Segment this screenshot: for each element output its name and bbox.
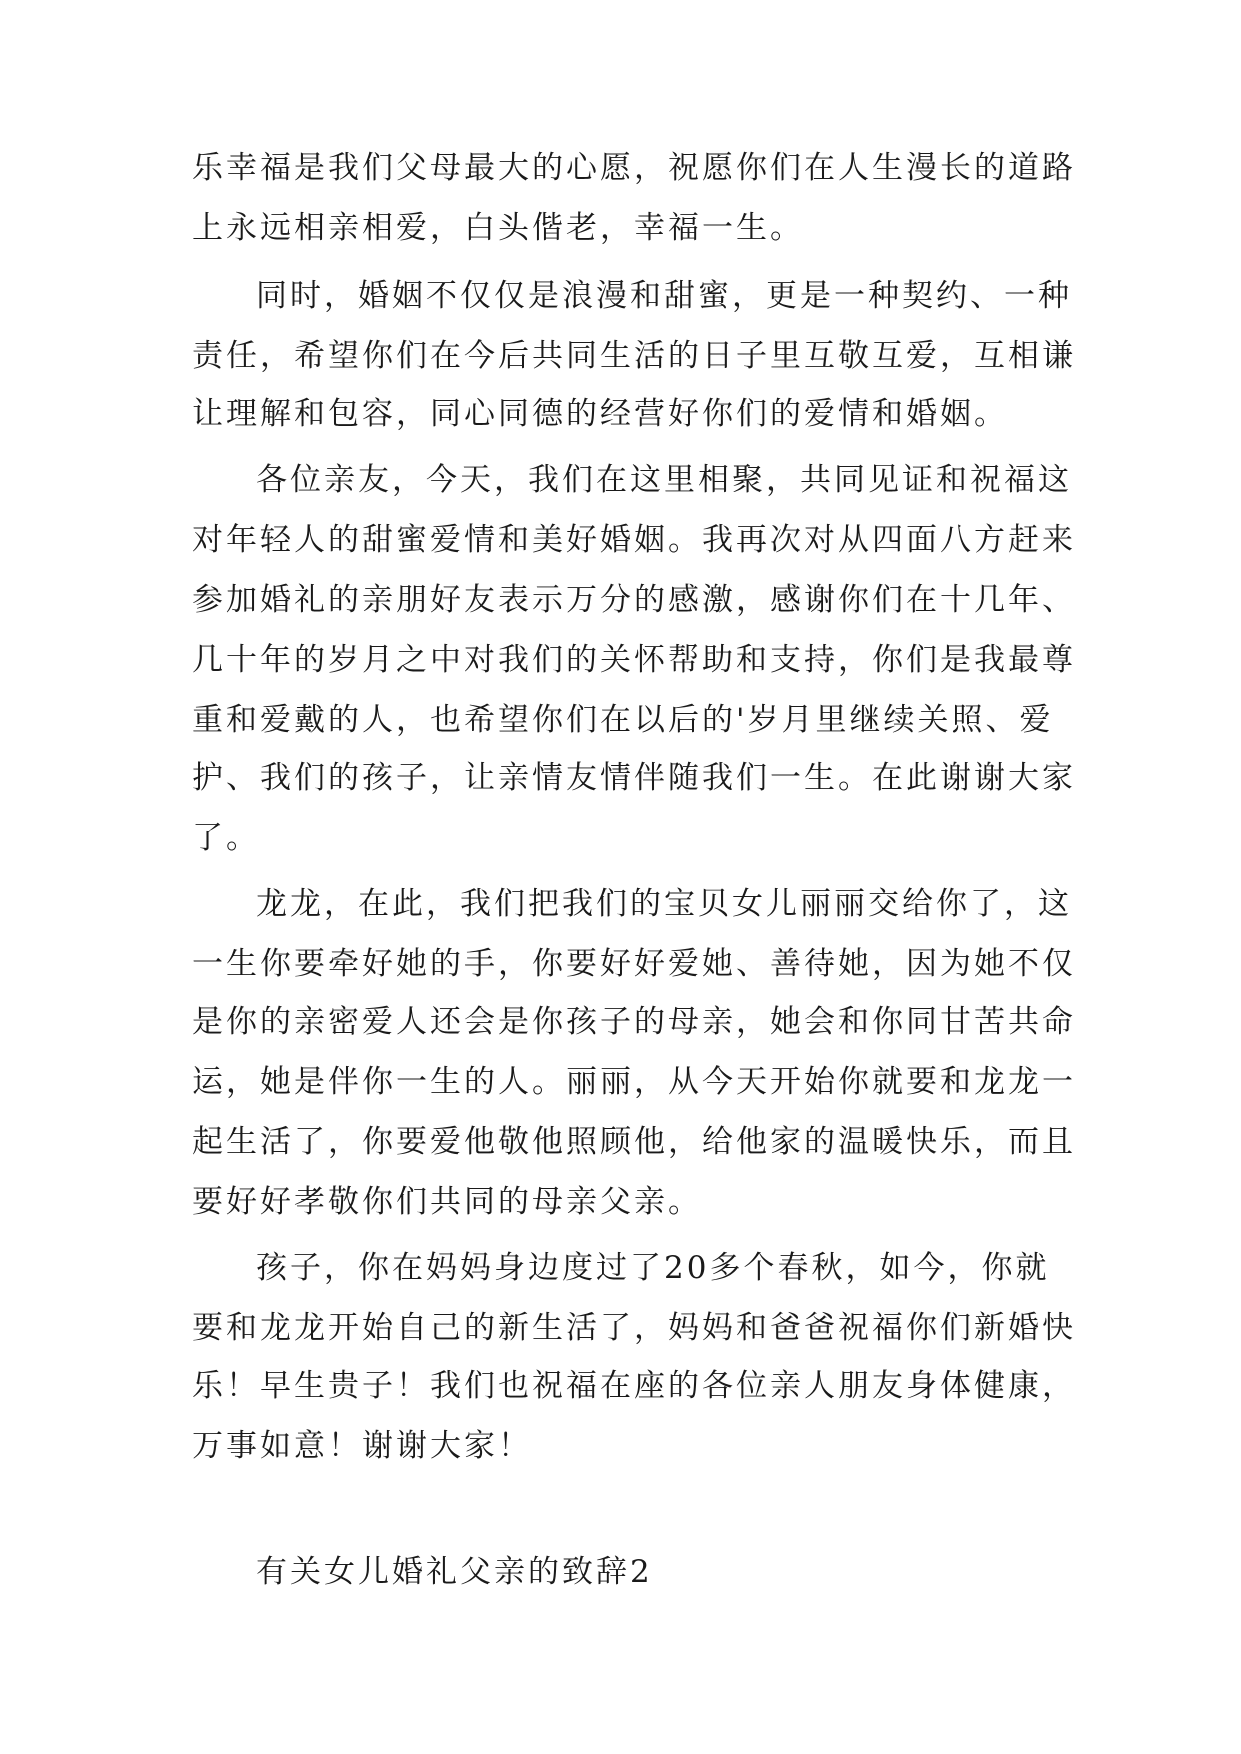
paragraph-line: 运，她是伴你一生的人。丽丽，从今天开始你就要和龙龙一 xyxy=(192,1064,1076,1100)
paragraph-line: 要好好孝敬你们共同的母亲父亲。 xyxy=(192,1184,702,1220)
paragraph-line: 一生你要牵好她的手，你要好好爱她、善待她，因为她不仅 xyxy=(192,946,1076,982)
paragraph-line: 护、我们的孩子，让亲情友情伴随我们一生。在此谢谢大家 xyxy=(192,760,1076,796)
paragraph-line: 了。 xyxy=(192,820,260,856)
paragraph-line: 上永远相亲相爱，白头偕老，幸福一生。 xyxy=(192,210,804,246)
paragraph-line: 要和龙龙开始自己的新生活了，妈妈和爸爸祝福你们新婚快 xyxy=(192,1310,1076,1346)
paragraph-line: 是你的亲密爱人还会是你孩子的母亲，她会和你同甘苦共命 xyxy=(192,1004,1076,1040)
paragraph-line: 孩子，你在妈妈身边度过了20多个春秋，如今，你就 xyxy=(256,1250,1050,1286)
paragraph-line: 万事如意！谢谢大家！ xyxy=(192,1428,532,1464)
paragraph-line: 责任，希望你们在今后共同生活的日子里互敬互爱，互相谦 xyxy=(192,338,1076,374)
paragraph-line: 同时，婚姻不仅仅是浪漫和甜蜜，更是一种契约、一种 xyxy=(256,278,1072,314)
paragraph-line: 参加婚礼的亲朋好友表示万分的感激，感谢你们在十几年、 xyxy=(192,582,1076,618)
paragraph-line: 各位亲友，今天，我们在这里相聚，共同见证和祝福这 xyxy=(256,462,1072,498)
paragraph-line: 乐！早生贵子！我们也祝福在座的各位亲人朋友身体健康， xyxy=(192,1368,1076,1404)
paragraph-line: 几十年的岁月之中对我们的关怀帮助和支持，你们是我最尊 xyxy=(192,642,1076,678)
paragraph-line: 对年轻人的甜蜜爱情和美好婚姻。我再次对从四面八方赶来 xyxy=(192,522,1076,558)
paragraph-line: 让理解和包容，同心同德的经营好你们的爱情和婚姻。 xyxy=(192,396,1008,432)
paragraph-line: 起生活了，你要爱他敬他照顾他，给他家的温暖快乐，而且 xyxy=(192,1124,1076,1160)
paragraph-line: 乐幸福是我们父母最大的心愿，祝愿你们在人生漫长的道路 xyxy=(192,150,1076,186)
paragraph-line: 龙龙，在此，我们把我们的宝贝女儿丽丽交给你了，这 xyxy=(256,886,1072,922)
section-heading: 有关女儿婚礼父亲的致辞2 xyxy=(256,1554,653,1590)
paragraph-line: 重和爱戴的人，也希望你们在以后的'岁月里继续关照、爱 xyxy=(192,702,1054,738)
